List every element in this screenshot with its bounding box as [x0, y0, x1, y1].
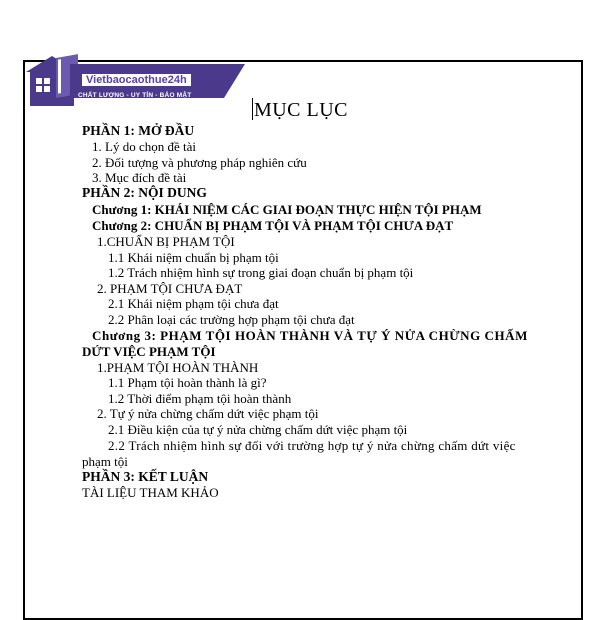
toc-subsection-cont: phạm tội: [82, 454, 128, 469]
toc-item: 2. Đối tượng và phương pháp nghiên cứu: [92, 155, 307, 170]
toc-item: 3. Mục đích đề tài: [92, 170, 187, 185]
toc-section: 1.CHUẨN BỊ PHẠM TỘI: [97, 234, 235, 249]
toc-item: 1. Lý do chọn đề tài: [92, 139, 196, 154]
toc-subsection: 1.1 Phạm tội hoàn thành là gì?: [108, 375, 267, 390]
toc-chapter-3: Chương 3: PHẠM TỘI HOÀN THÀNH VÀ TỰ Ý NỬA CHỪNG CHẤM: [92, 328, 528, 343]
toc-section: 2. Tự ý nửa chừng chấm dứt việc phạm tội: [97, 406, 319, 421]
toc-subsection: 1.2 Thời điểm phạm tội hoàn thành: [108, 391, 292, 406]
toc-subsection: 2.2 Trách nhiệm hình sự đối với trường hợp tự ý nửa chừng chấm dứt việc: [108, 438, 516, 453]
toc-chapter-2: Chương 2: CHUẨN BỊ PHẠM TỘI VÀ PHẠM TỘI CHƯA ĐẠT: [92, 218, 454, 233]
toc-part-1: PHẦN 1: MỞ ĐẦU: [82, 123, 195, 138]
toc-subsection: 2.1 Điều kiện của tự ý nửa chừng chấm dứt việc phạm tội: [108, 422, 408, 437]
toc-subsection: 1.1 Khái niệm chuẩn bị phạm tội: [108, 250, 279, 265]
toc-chapter-1: Chương 1: KHÁI NIỆM CÁC GIAI ĐOẠN THỰC HIỆN TỘI PHẠM: [92, 202, 482, 217]
logo-brand: Vietbaocaothue24h: [82, 74, 191, 86]
toc-subsection: 2.2 Phân loại các trường hợp phạm tội chưa đạt: [108, 312, 355, 327]
logo-slogan: CHẤT LƯỢNG - UY TÍN - BẢO MẬT: [78, 92, 192, 99]
toc-subsection: 1.2 Trách nhiệm hình sự trong giai đoạn chuẩn bị phạm tội: [108, 265, 414, 280]
toc-part-3: PHẦN 3: KẾT LUẬN: [82, 469, 209, 484]
toc-references: TÀI LIỆU THAM KHẢO: [82, 485, 219, 500]
toc-section: 1.PHẠM TỘI HOÀN THÀNH: [97, 360, 259, 375]
toc-chapter-3-cont: DỨT VIỆC PHẠM TỘI: [82, 344, 216, 359]
text-cursor: [252, 98, 253, 120]
toc-subsection: 2.1 Khái niệm phạm tội chưa đạt: [108, 296, 279, 311]
page-title: MỤC LỤC: [253, 99, 349, 121]
toc-part-2: PHẦN 2: NỘI DUNG: [82, 185, 207, 200]
toc-section: 2. PHẠM TỘI CHƯA ĐẠT: [97, 281, 243, 296]
